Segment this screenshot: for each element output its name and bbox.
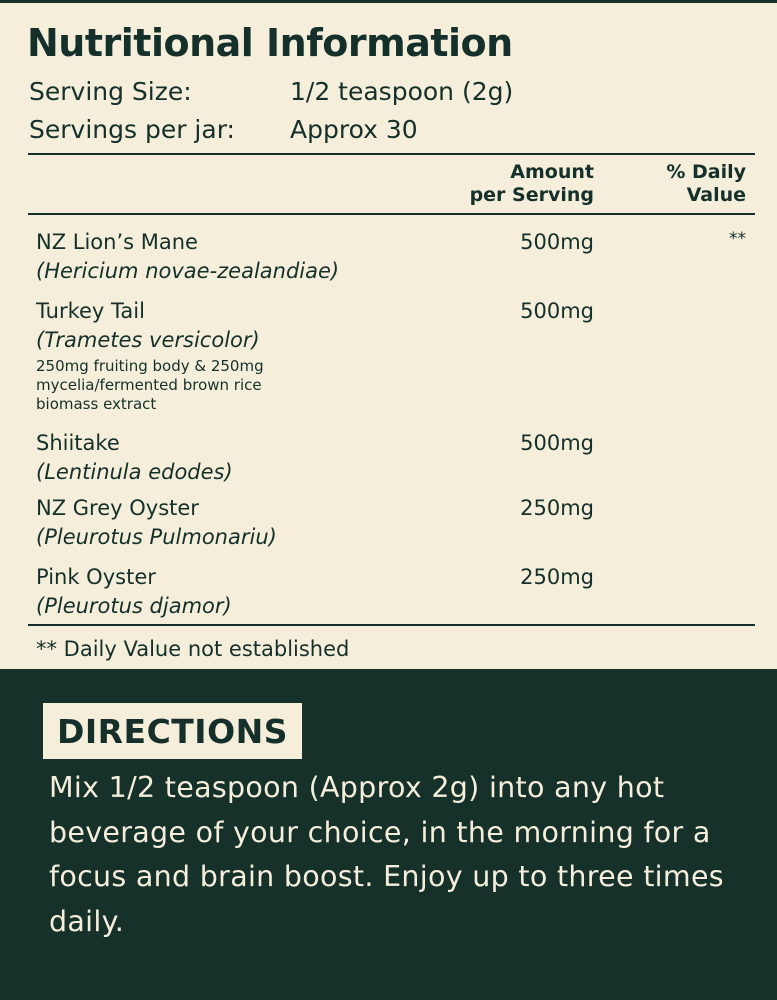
nutrient-scientific-name: (Lentinula edodes)	[36, 460, 233, 484]
header-bottom-divider	[28, 213, 755, 215]
nutrient-scientific-name: (Pleurotus Pulmonariu)	[36, 525, 277, 549]
serving-size-label: Serving Size:	[29, 77, 192, 106]
nutrient-scientific-name: (Trametes versicolor)	[36, 328, 260, 352]
daily-value-column-header: % Daily Value	[666, 161, 746, 206]
nutrient-scientific-name: (Pleurotus djamor)	[36, 594, 232, 618]
nutrient-row	[36, 429, 746, 487]
nutrient-name: Turkey Tail	[36, 299, 145, 323]
nutrient-name: NZ Lion’s Mane	[36, 230, 198, 254]
serving-size-value: 1/2 teaspoon (2g)	[290, 77, 514, 106]
amount-column-header: Amount per Serving	[469, 161, 594, 206]
servings-per-jar-label: Servings per jar:	[29, 115, 235, 144]
nutrient-scientific-name: (Hericium novae-zealandiae)	[36, 259, 340, 283]
nutrient-amount: 250mg	[520, 565, 594, 589]
nutrient-note: 250mg fruiting body & 250mg mycelia/fermented brown rice biomass extract	[36, 357, 264, 413]
nutrient-amount: 500mg	[520, 230, 594, 254]
nutrient-name: Shiitake	[36, 431, 120, 455]
nutrient-row	[36, 228, 746, 286]
nutrient-daily-value: **	[729, 229, 746, 249]
nutrient-name: NZ Grey Oyster	[36, 496, 199, 520]
nutrient-row	[36, 563, 746, 621]
servings-per-jar-value: Approx 30	[290, 115, 418, 144]
directions-text: Mix 1/2 teaspoon (Approx 2g) into any hot beverage of your choice, in the morning for a focus and brain boost. Enjoy up to three times daily.	[49, 771, 724, 938]
nutrient-name: Pink Oyster	[36, 565, 156, 589]
nutrition-title: Nutritional Information	[27, 21, 513, 65]
header-top-divider	[28, 153, 755, 155]
daily-value-footnote: ** Daily Value not established	[36, 637, 350, 661]
nutrient-amount: 250mg	[520, 496, 594, 520]
directions-heading: DIRECTIONS	[43, 703, 302, 759]
nutrient-row	[36, 297, 746, 414]
nutrient-amount: 500mg	[520, 299, 594, 323]
nutrient-row	[36, 494, 746, 552]
nutrient-amount: 500mg	[520, 431, 594, 455]
footer-divider	[28, 624, 755, 626]
